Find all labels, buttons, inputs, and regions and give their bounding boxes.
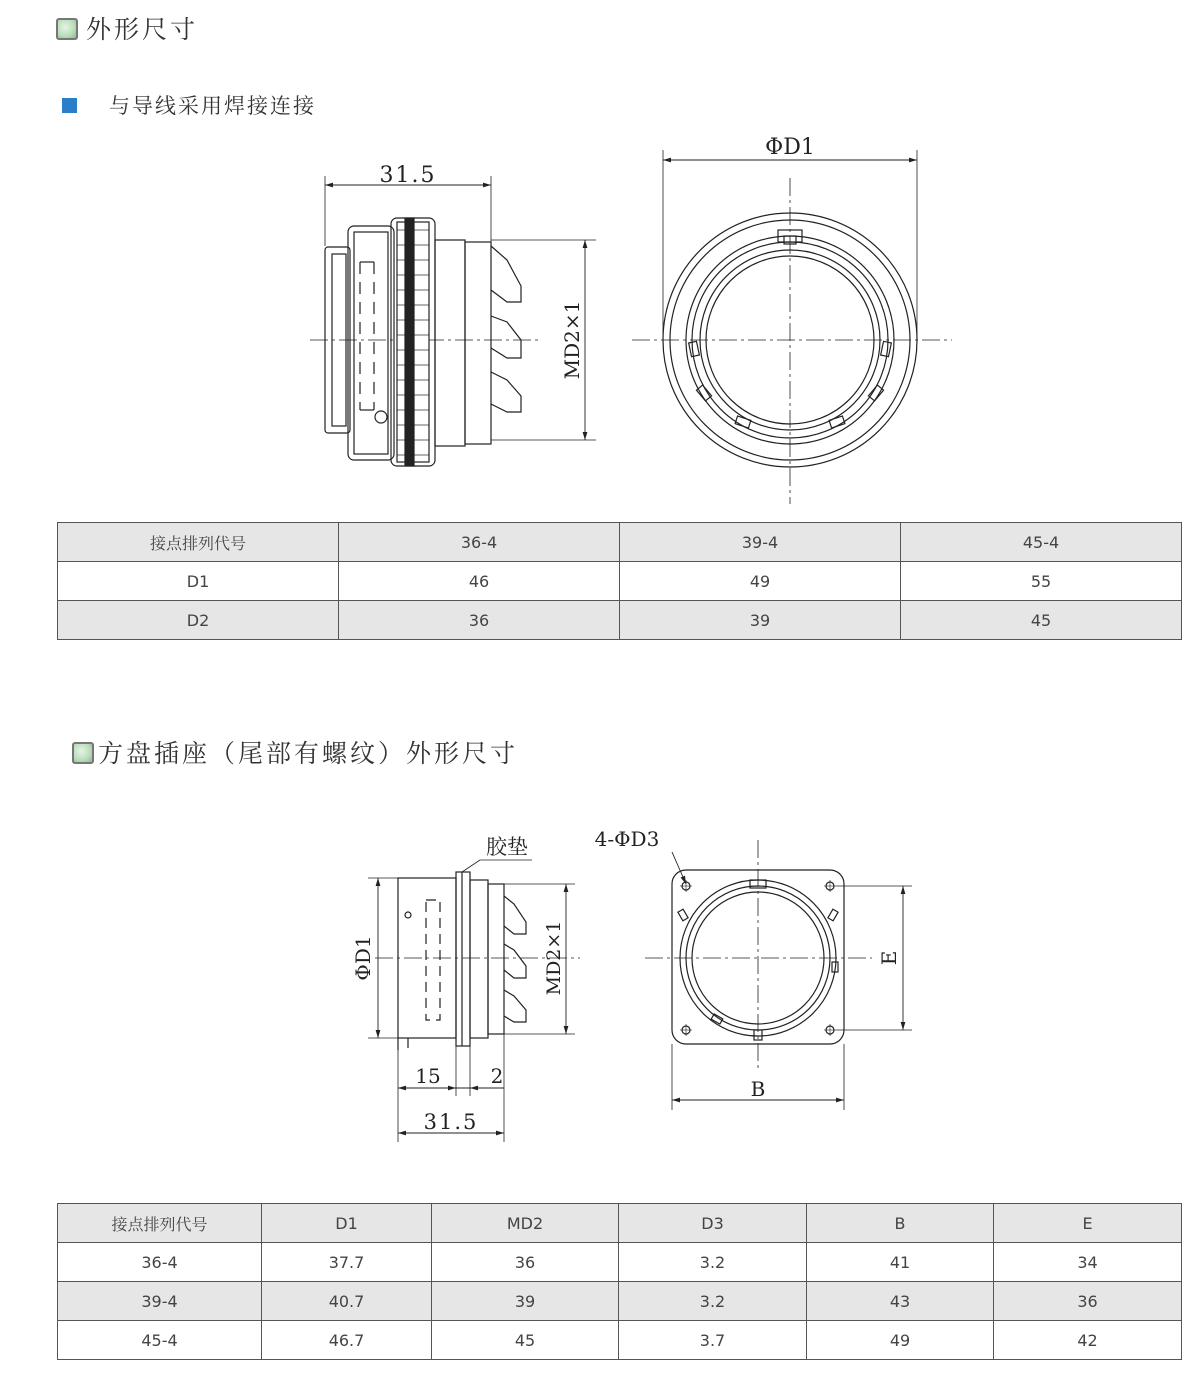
table-cell: 36-4 [58, 1243, 262, 1282]
square-receptacle-side-view [368, 860, 580, 1142]
table-cell: 45-4 [58, 1321, 262, 1360]
section1-spec-table [57, 522, 1182, 640]
table-cell: D2 [58, 601, 339, 640]
table-cell: 36 [339, 601, 620, 640]
table-cell: 39-4 [620, 523, 901, 562]
table-cell: 39-4 [58, 1282, 262, 1321]
section2-title-text: 方盘插座（尾部有螺纹）外形尺寸 [98, 739, 519, 768]
table-cell: 45 [432, 1321, 619, 1360]
section1-title-text: 外形尺寸 [86, 15, 199, 44]
table-row [58, 601, 1182, 640]
table-cell: 55 [901, 562, 1182, 601]
table-cell: 41 [807, 1243, 994, 1282]
table-cell: 45-4 [901, 523, 1182, 562]
table-cell: E [994, 1204, 1182, 1243]
s2-dim-thread: MD2×1 [543, 920, 565, 996]
table-cell: 49 [807, 1321, 994, 1360]
table-row [58, 562, 1182, 601]
table-cell: 46 [339, 562, 620, 601]
connector-side-view [310, 176, 596, 466]
table-row [58, 1243, 1182, 1282]
table-cell: D1 [58, 562, 339, 601]
table-cell: 36 [432, 1243, 619, 1282]
table-row [58, 1204, 1182, 1243]
section1-subtitle-text: 与导线采用焊接连接 [109, 94, 316, 118]
section-bullet-icon [72, 742, 94, 764]
table-cell: 接点排列代号 [58, 523, 339, 562]
table-cell: 39 [620, 601, 901, 640]
table-cell: 36-4 [339, 523, 620, 562]
s2-dim-2: 2 [490, 1064, 504, 1088]
s1-dim-thread: MD2×1 [560, 300, 584, 380]
table-cell: 3.2 [619, 1243, 807, 1282]
table-cell: MD2 [432, 1204, 619, 1243]
s1-dim-length: 31.5 [379, 163, 437, 188]
s2-dim-e: E [877, 950, 901, 966]
s2-dim-15: 15 [415, 1064, 441, 1088]
table-cell: 43 [807, 1282, 994, 1321]
table-cell: D3 [619, 1204, 807, 1243]
table-cell: 45 [901, 601, 1182, 640]
table-cell: D1 [262, 1204, 432, 1243]
table-cell: 36 [994, 1282, 1182, 1321]
section2-title [72, 734, 518, 770]
square-receptacle-front-view [645, 840, 912, 1110]
table-cell: 42 [994, 1321, 1182, 1360]
table-cell: 3.7 [619, 1321, 807, 1360]
table-cell: 3.2 [619, 1282, 807, 1321]
table-cell: 37.7 [262, 1243, 432, 1282]
section2-spec-table [57, 1203, 1182, 1360]
table-cell: 39 [432, 1282, 619, 1321]
table-cell: 34 [994, 1243, 1182, 1282]
table-cell: 40.7 [262, 1282, 432, 1321]
s2-gasket-label: 胶垫 [486, 835, 528, 859]
s2-dim-holes: 4-ΦD3 [594, 827, 660, 851]
s2-dim-total: 31.5 [423, 1110, 479, 1134]
table-row [58, 1282, 1182, 1321]
s2-dim-d1: ΦD1 [351, 935, 375, 981]
table-row [58, 523, 1182, 562]
table-cell: 46.7 [262, 1321, 432, 1360]
connector-front-view [632, 150, 952, 504]
table-cell: 接点排列代号 [58, 1204, 262, 1243]
s1-dim-diameter: ΦD1 [765, 135, 815, 160]
table-cell: B [807, 1204, 994, 1243]
s2-dim-b: B [750, 1077, 766, 1101]
table-row [58, 1321, 1182, 1360]
table-cell: 49 [620, 562, 901, 601]
